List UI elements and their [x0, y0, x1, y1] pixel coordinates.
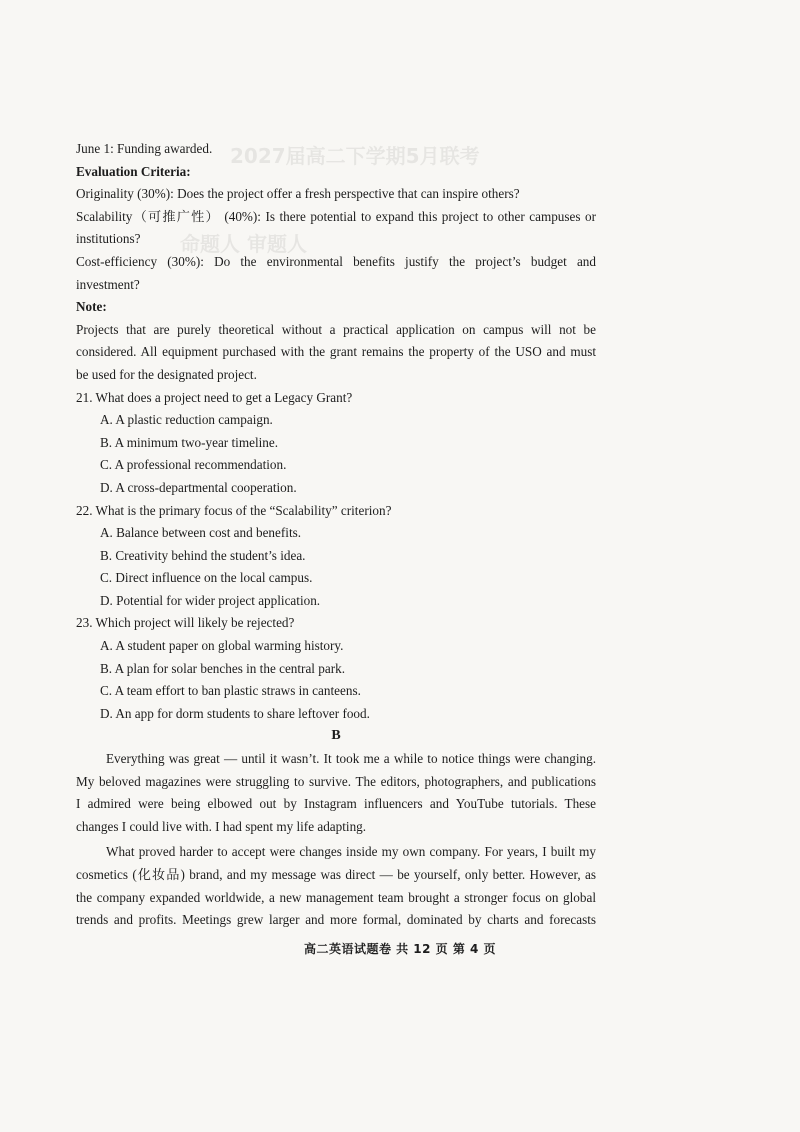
evaluation-criteria-heading: Evaluation Criteria: — [76, 163, 191, 179]
paragraph-line: cosmetics (化妆品) brand, and my message was direct — be yourself, only better. However, as — [76, 867, 596, 882]
paragraph-line: I admired were being elbowed out by Instagram influencers and YouTube tutorials. These — [76, 796, 596, 812]
option-b: B. Creativity behind the student’s idea. — [100, 547, 306, 563]
option-b: B. A minimum two-year timeline. — [100, 434, 279, 450]
section-b-heading: B — [331, 728, 341, 744]
question-23 — [76, 612, 596, 725]
passage-b-paragraph-1 — [76, 748, 596, 838]
exam-content — [76, 138, 596, 932]
passage-b-paragraph-2 — [76, 841, 596, 931]
scalability-line-cont: institutions? — [76, 231, 141, 247]
bleed-through-title: 2027届高二下学期5月联考 — [230, 144, 480, 168]
cost-efficiency-line-cont: investment? — [76, 276, 140, 292]
question-22 — [76, 500, 596, 613]
option-d: D. A cross-departmental cooperation. — [100, 479, 297, 495]
paragraph-line: What proved harder to accept were changes inside my own company. For years, I built my — [106, 844, 596, 860]
paragraph-line: Everything was great — until it wasn’t. It took me a while to notice things were changing. — [106, 751, 596, 767]
paragraph-line: trends and profits. Meetings grew larger and more formal, dominated by charts and forecasts — [76, 912, 596, 928]
option-a: A. Balance between cost and benefits. — [100, 525, 302, 541]
question-stem: 22. What is the primary focus of the “Scalability” criterion? — [76, 502, 392, 518]
note-line-1: Projects that are purely theoretical without a practical application on campus will not be — [76, 321, 596, 337]
option-c: C. Direct influence on the local campus. — [100, 570, 313, 586]
page-footer: 高二英语试题卷 共 12 页 第 4 页 — [303, 942, 497, 956]
option-a: A. A student paper on global warming history. — [100, 638, 344, 654]
option-a: A. A plastic reduction campaign. — [100, 412, 273, 428]
funding-date-line: June 1: Funding awarded. — [76, 141, 213, 156]
originality-line: Originality (30%): Does the project offer a fresh perspective that can inspire others? — [76, 186, 520, 202]
note-line-2: considered. All equipment purchased with the grant remains the property of the USO and must — [76, 344, 596, 360]
option-c: C. A professional recommendation. — [100, 457, 287, 473]
note-heading: Note: — [76, 299, 107, 315]
paragraph-line: the company expanded worldwide, a new management team brought a stronger focus on global — [76, 889, 596, 905]
option-c: C. A team effort to ban plastic straws in canteens. — [100, 683, 361, 699]
paragraph-line: My beloved magazines were struggling to survive. The editors, photographers, and publications — [76, 773, 596, 789]
option-b: B. A plan for solar benches in the central park. — [100, 660, 345, 676]
paragraph-line: changes I could live with. I had spent my life adapting. — [76, 818, 367, 834]
note-line-3: be used for the designated project. — [76, 366, 257, 382]
scalability-line: Scalability（可推广性） (40%): Is there potential to expand this project to other campuses or — [76, 208, 596, 224]
option-d: D. An app for dorm students to share leftover food. — [100, 705, 370, 721]
question-stem: 23. Which project will likely be rejected? — [76, 615, 295, 631]
bleed-through-subtitle: 命题人 审题人 — [180, 232, 307, 256]
question-stem: 21. What does a project need to get a Legacy Grant? — [76, 389, 353, 405]
cost-efficiency-line: Cost-efficiency (30%): Do the environmental benefits justify the project’s budget and — [76, 253, 596, 269]
option-d: D. Potential for wider project application. — [100, 592, 321, 608]
question-21 — [76, 387, 596, 500]
